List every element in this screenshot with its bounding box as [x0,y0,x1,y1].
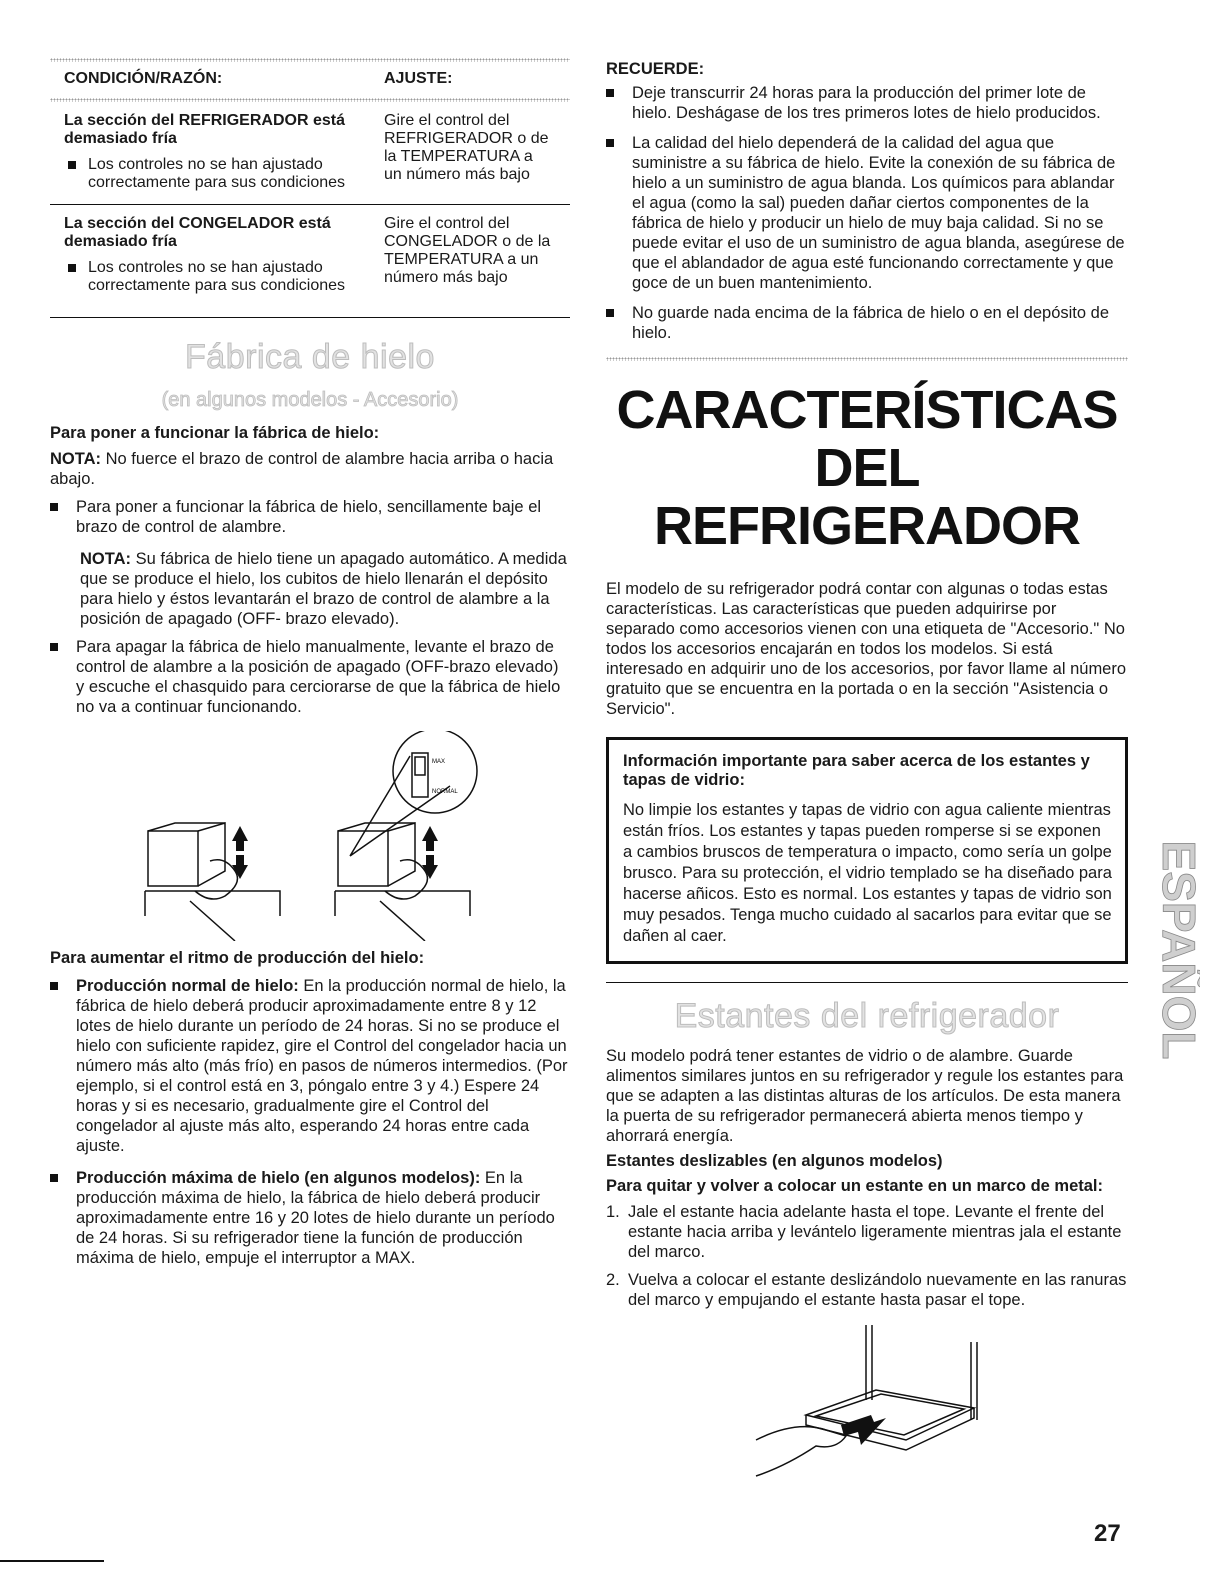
table-header [50,62,570,98]
left-column [50,58,570,1268]
bullet-icon [68,161,76,169]
side-tab-label: ESPAÑOL [1152,840,1200,1060]
box-heading: Información importante para saber acerca de los estantes y tapas de vidrio: [623,752,1090,789]
list-item-text: La calidad del hielo dependerá de la calidad del agua que suministre a su fábrica de hielo. Evite la conexión de su fábrica de hielo a un suministro de agua blanda. Los químicos para ablandar el agua (como la sal) pueden dañar ciertos componentes de la fábrica de hielo y producir un hielo de muy baja calidad. Si no se puede evitar el uso de un suministro de agua blanda, asegúrese de que el ablandador de agua esté funcionando correctamente y que goce de un buen mantenimiento. [632,134,1125,292]
divider [606,982,1128,983]
list-item-text: Para poner a funcionar la fábrica de hielo, sencillamente baje el brazo de control de alambre. [76,498,542,536]
step-text: Vuelva a colocar el estante deslizándolo nuevamente en las ranuras del marco y empujando el estante hasta pasar el tope. [628,1271,1127,1309]
subheading-text: Estantes deslizables [606,1152,768,1170]
section-title: Estantes del refrigerador [674,997,1060,1035]
condition-title: La sección del REFRIGERADOR está demasiado fría [64,112,345,147]
bullet-icon [50,503,58,511]
step-text: Jale el estante hacia adelante hasta el tope. Levante el frente del estante hacia arriba y levántelo ligeramente mientras jala el estante del marco. [628,1203,1122,1261]
condition-header: CONDICIÓN/RAZÓN: [64,70,223,87]
page-number: 27 [1094,1520,1121,1547]
list-item: 1. Jale el estante hacia adelante hasta el tope. Levante el frente del estante hacia arriba y levántelo ligeramente mientras jala el estante del marco. [606,1202,1128,1262]
list-item [606,133,1128,293]
shelves-paragraph: Su modelo podrá tener estantes de vidrio o de alambre. Guarde alimentos similares juntos en su refrigerador y regule los estantes para que se adapten a las distintas alturas de los artículos. De esta manera la puerta de su refrigerador permanecerá abierta menos tiempo y ahorrará energía. [606,1047,1124,1145]
subheading [606,1152,1128,1171]
list-item-text: Deje transcurrir 24 horas para la producción del primer lote de hielo. Deshágase de los tres primeros lotes de hielo producidos. [632,84,1101,122]
list-item-text: En la producción máxima de hielo, la fábrica de hielo deberá producir aproximadamente entre 16 y 20 lotes de hielo durante un período de 24 horas. Si su refrigerador tiene la función de producción máxima de hielo, empuje el interruptor a MAX. [76,1169,555,1267]
note-text: Su fábrica de hielo tiene un apagado automático. A medida que se produce el hielo, los cubitos de hielo llenarán el depósito para hielo y éstos levantarán el brazo de control de alambre a la posición de apagado (OFF- brazo elevado). [80,550,567,628]
divider [50,317,570,318]
switch-max-label: MAX [432,759,446,765]
subheading: Para poner a funcionar la fábrica de hielo: [50,424,380,442]
language-tab-graphic [1150,800,1200,1100]
language-side-tab [1150,800,1200,1100]
subheading-paren: (en algunos modelos) [772,1152,943,1170]
note-label: NOTA: [80,550,132,568]
chapter-title-line: REFRIGERADOR [653,496,1080,556]
list-item: 2. Vuelva a colocar el estante deslizándolo nuevamente en las ranuras del marco y empujando el estante hasta pasar el tope. [606,1271,1127,1309]
footer-rule [0,1560,104,1562]
subheading: Para aumentar el ritmo de producción del hielo: [50,949,425,967]
condition-reason: Los controles no se han ajustado correctamente para sus condiciones [88,156,346,191]
switch-normal-label: NORMAL [432,789,458,795]
condition-title: La sección del CONGELADOR está demasiado fría [64,215,331,250]
chapter-title [606,381,1128,555]
list-item [64,156,384,192]
bullet-icon [68,264,76,272]
bullet-icon [50,982,58,990]
condition-reason: Los controles no se han ajustado correctamente para sus condiciones [88,259,346,294]
note-paragraph [80,549,570,629]
adjustment-text: Gire el control del CONGELADOR o de la TEMPERATURA a un número más bajo [384,215,551,286]
bullet-icon [606,309,614,317]
bullet-icon [50,1174,58,1182]
note-paragraph [50,449,570,489]
bullet-icon [606,89,614,97]
list-item [606,83,1128,123]
list-item [64,259,384,295]
list-item [50,1168,570,1268]
adjustment-text: Gire el control del REFRIGERADOR o de la TEMPERATURA a un número más bajo [384,112,549,183]
section-title: Fábrica de hielo [185,338,435,376]
shelf-drawing [746,1320,986,1485]
shelf-illustration [746,1320,1128,1490]
right-column [606,58,1128,1490]
dotted-rule [606,357,1128,361]
note-label: NOTA: [50,450,102,468]
note-text: No fuerce el brazo de control de alambre hacia arriba o hacia abajo. [50,450,554,488]
chapter-title-line: CARACTERÍSTICAS DEL [616,380,1118,498]
remember-heading: RECUERDE: [606,60,705,78]
table-row [50,205,570,307]
box-text: No limpie los estantes y tapas de vidrio con agua caliente mientras están fríos. Los estantes y tapas pueden romperse si se exponen a cambios bruscos de temperatura o impacto, como sería un golpe brusco. Para su protección, el vidrio templado se ha diseñado para hacerse añicos. Esto es normal. Los estantes y tapas de vidrio son muy pesados. Tenga mucho cuidado al sacarlos para evitar que se dañen al caer. [623,801,1112,945]
item-label: Producción normal de hielo: [76,977,299,995]
list-item [50,637,570,717]
bullet-icon [606,139,614,147]
icemaker-illustration [50,731,570,941]
adjust-header: AJUSTE: [384,70,453,87]
subheading: Para quitar y volver a colocar un estante en un marco de metal: [606,1177,1104,1195]
list-item [50,976,570,1156]
intro-paragraph: El modelo de su refrigerador podrá contar con algunas o todas estas características. Las características que pueden adquirirse por separado como accesorios vienen con una etiqueta de "Accesorio." No todos los accesorios encajarán en todos los modelos. Si está interesado en adquirir uno de los accesorios, por favor llame al número gratuito que se encuentra en la portada o en la sección "Asistencia o Servicio". [606,580,1127,718]
item-label: Producción máxima de hielo (en algunos modelos): [76,1169,481,1187]
important-info-box [606,737,1128,964]
list-item-text: No guarde nada encima de la fábrica de hielo o en el depósito de hielo. [632,304,1110,342]
list-item [50,497,570,537]
list-item-text: Para apagar la fábrica de hielo manualmente, levante el brazo de control de alambre a la posición de apagado (OFF-brazo elevado) y escuche el chasquido para cerciorarse de que la fábrica de hielo no va a continuar funcionando. [76,638,561,716]
bullet-icon [50,643,58,651]
list-item [606,303,1128,343]
table-row [50,102,570,204]
section-subtitle: (en algunos modelos - Accesorio) [161,389,459,411]
icemaker-drawing [50,731,570,941]
list-item-text: En la producción normal de hielo, la fábrica de hielo deberá producir aproximadamente entre 8 y 12 lotes de hielo durante un período de 24 horas. Si no se produce el hielo con suficiente rapidez, gire el Control del congelador hacia un número más alto (más frío) en pasos de números intermedios. (Por ejemplo, si el control está en 3, póngalo entre 3 y 4.) Espere 24 horas y si es necesario, gradualmente gire el Control del congelador al ajuste más alto, esperando 24 horas entre cada ajuste. [76,977,568,1155]
